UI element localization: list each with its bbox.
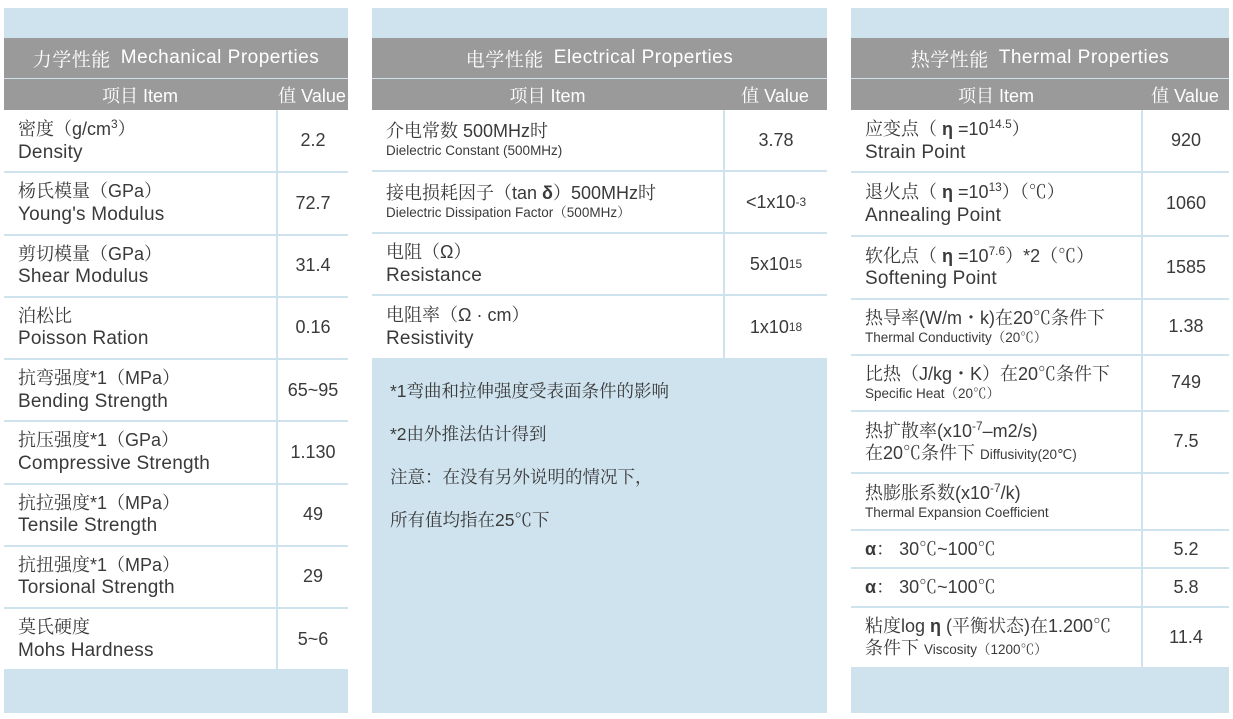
row-item-label-en: Dielectric Constant (500MHz)	[386, 143, 563, 159]
row-item-cell	[4, 485, 276, 545]
table-row	[851, 237, 1229, 300]
row-value-cell: 5.2	[1141, 531, 1229, 568]
row-value-cell: 1x10 18	[723, 296, 827, 358]
row-item-label-en: Annealing Point	[865, 204, 1002, 226]
row-item-label-cn: 密度$(g/cm^3)$	[18, 117, 136, 139]
row-item-label-cn: 软化点（ $\eta =10^{7.6})*2(℃)$	[865, 243, 1095, 266]
subhead-item-en-mechanical: Item	[143, 85, 179, 106]
row-value-cell: 3.78	[723, 110, 827, 170]
note-line: *1弯曲和拉伸强度受表面条件的影响	[390, 381, 670, 402]
subhead-value-mechanical	[276, 82, 348, 108]
row-item-cell	[851, 474, 1141, 529]
table-row	[851, 173, 1229, 236]
column-title-electrical	[372, 38, 827, 78]
row-item-label-en: Tensile Strength	[18, 515, 158, 536]
row-item-label-en: Softening Point	[865, 268, 997, 289]
table-row	[851, 569, 1229, 608]
subhead-item-en-thermal: Item	[999, 85, 1035, 106]
row-item-label-en: Torsional Strength	[18, 577, 175, 599]
row-item-cell	[4, 110, 276, 171]
note-line: *2由外推法估计得到	[390, 424, 547, 445]
column-subhead-thermal	[851, 78, 1229, 110]
row-item-cell	[851, 237, 1141, 298]
table-row	[4, 298, 348, 360]
table-row	[4, 485, 348, 547]
row-item-label-cn: 电阻率（Ω · cm）	[386, 305, 530, 326]
subhead-value-thermal	[1141, 82, 1229, 108]
column-top-strip-mechanical	[4, 8, 348, 38]
subhead-item-cn-thermal: 项目	[957, 85, 994, 106]
table-row	[851, 412, 1229, 474]
row-item-cell	[851, 569, 1141, 606]
subhead-item-en-electrical: Item	[550, 85, 586, 106]
row-value-cell: 29	[276, 547, 348, 607]
table-row	[4, 609, 348, 669]
row-item-cell	[851, 110, 1141, 171]
subhead-value-en-mechanical: Value	[301, 85, 346, 106]
row-item-label-en: Specific Heat（20℃）	[865, 386, 1001, 402]
subhead-value-cn-electrical: 值	[741, 85, 760, 106]
row-item-cell	[851, 300, 1141, 354]
column-mechanical	[4, 8, 348, 713]
row-item-label-en: Compressive Strength	[18, 452, 210, 474]
row-item-cell	[4, 298, 276, 358]
column-title-thermal	[851, 38, 1229, 78]
row-item-label-cn: 应变点（ $\eta =10^{14.5}$）	[865, 117, 1030, 139]
row-value-cell: 49	[276, 485, 348, 545]
table-row	[851, 300, 1229, 356]
row-item-label-cn: 热膨胀系数$(x10^{-7}/k)$	[865, 480, 1021, 503]
note-line: 所有值均指在25℃下	[390, 510, 550, 531]
row-value-cell: 31.4	[276, 236, 348, 296]
row-value-cell: 2.2	[276, 110, 348, 171]
table-row	[372, 296, 827, 358]
row-item-cell	[372, 234, 723, 294]
row-item-label-en: Dielectric Dissipation Factor（500MHz）	[386, 205, 631, 221]
row-item-label-cn: 热扩散率$(x10^{-7}-m2/s)$ 在20℃条件下 Diffusivity(20℃)	[865, 418, 1077, 464]
subhead-item-electrical	[372, 82, 723, 108]
row-item-label-cn: 莫氏硬度	[18, 617, 90, 637]
row-value-cell: 7.5	[1141, 412, 1229, 472]
row-item-cell	[372, 296, 723, 358]
row-value-cell: 1.130	[276, 422, 348, 482]
row-value-cell: 11.4	[1141, 608, 1229, 667]
row-item-cell	[4, 173, 276, 233]
column-electrical	[372, 8, 827, 713]
row-item-cell	[851, 531, 1141, 568]
table-row	[4, 110, 348, 173]
row-item-cell	[851, 173, 1141, 234]
table-row	[851, 531, 1229, 570]
row-item-label-cn: 泊松比	[18, 305, 72, 326]
row-item-cell	[4, 547, 276, 607]
column-title-mechanical	[4, 38, 348, 78]
row-value-cell: 5x10 15	[723, 234, 827, 294]
column-bottom-filler-mechanical	[4, 705, 348, 713]
row-item-label-cn: 剪切模量（GPa）	[18, 243, 163, 264]
table-row	[851, 110, 1229, 173]
notes-electrical	[372, 358, 827, 713]
subhead-value-electrical	[723, 82, 827, 108]
row-item-label-en: Strain Point	[865, 141, 966, 163]
row-value-cell: 1585	[1141, 237, 1229, 298]
row-item-label-cn: 抗弯强度*1（MPa）	[18, 368, 181, 388]
row-item-label-en: Poisson Ration	[18, 328, 149, 350]
row-item-label-cn: α： 30℃~100℃	[865, 577, 996, 598]
row-item-label-cn: 抗扭强度*1（MPa）	[18, 554, 181, 575]
rows-electrical	[372, 110, 827, 358]
table-row	[4, 236, 348, 298]
table-row	[372, 110, 827, 172]
column-top-strip-electrical	[372, 8, 827, 38]
subhead-item-mechanical	[4, 82, 276, 108]
row-item-label-en: Young's Modulus	[18, 203, 165, 225]
subhead-item-thermal	[851, 82, 1141, 108]
table-row	[851, 474, 1229, 531]
row-value-cell: 5.8	[1141, 569, 1229, 606]
row-item-label-en: Bending Strength	[18, 390, 169, 412]
column-top-strip-thermal	[851, 8, 1229, 38]
subhead-item-cn-mechanical: 项目	[101, 85, 138, 106]
row-item-label-en: Thermal Expansion Coefficient	[865, 505, 1049, 521]
table-row	[4, 547, 348, 609]
row-item-cell	[851, 356, 1141, 410]
table-row	[851, 608, 1229, 667]
row-value-cell: 749	[1141, 356, 1229, 410]
column-title-cn-electrical: 电学性能	[465, 49, 544, 71]
row-item-label-cn: α： 30℃~100℃	[865, 538, 996, 559]
row-value-cell: 0.16	[276, 298, 348, 358]
row-item-label-en: Mohs Hardness	[18, 639, 154, 661]
row-item-label-en: Shear Modulus	[18, 266, 149, 287]
row-value-cell	[1141, 474, 1229, 529]
row-value-cell: 1060	[1141, 173, 1229, 234]
row-item-cell	[851, 608, 1141, 667]
column-subhead-mechanical	[4, 78, 348, 110]
row-value-cell: 1.38	[1141, 300, 1229, 354]
row-item-cell	[4, 422, 276, 482]
column-title-en-mechanical: Mechanical Properties	[120, 47, 320, 68]
row-value-cell: 5~6	[276, 609, 348, 669]
row-item-label-cn: 介电常数 500MHz时	[386, 120, 549, 141]
column-title-cn-thermal: 热学性能	[910, 49, 989, 71]
subhead-value-cn-thermal: 值	[1151, 85, 1170, 106]
row-item-label-en: Resistivity	[386, 327, 474, 349]
column-thermal	[851, 8, 1229, 713]
row-item-cell	[851, 412, 1141, 472]
row-item-cell	[372, 110, 723, 170]
row-item-label-cn: 退火点（ $\eta =10^{13})(℃)$	[865, 180, 1065, 203]
row-item-label-en: Thermal Conductivity（20℃）	[865, 330, 1048, 346]
row-item-cell	[372, 172, 723, 232]
table-row	[372, 234, 827, 296]
row-item-label-en: Density	[18, 141, 83, 163]
rows-mechanical	[4, 110, 348, 705]
table-row	[4, 173, 348, 235]
row-item-label-cn: 杨氏模量（GPa）	[18, 181, 163, 202]
column-title-en-thermal: Thermal Properties	[998, 47, 1170, 68]
column-title-cn-mechanical: 力学性能	[32, 49, 111, 71]
row-value-cell: 65~95	[276, 360, 348, 420]
row-value-cell: 72.7	[276, 173, 348, 233]
column-subhead-electrical	[372, 78, 827, 110]
row-item-label-cn: 接电损耗因子（tan δ）500MHz时	[386, 182, 656, 203]
row-item-label-cn: 热导率(W/m・k)在20℃条件下	[865, 307, 1105, 328]
row-item-label-cn: 电阻（Ω）	[386, 242, 472, 262]
table-row	[4, 422, 348, 484]
row-item-cell	[4, 360, 276, 420]
row-item-label-cn: 粘度log η (平衡状态)在1.200℃ 条件下 Viscosity（1200℃）	[865, 615, 1112, 659]
subhead-value-en-thermal: Value	[1174, 85, 1219, 106]
row-item-label-cn: 抗压强度*1（GPa）	[18, 430, 180, 451]
row-item-cell	[4, 609, 276, 669]
rows-thermal	[851, 110, 1229, 713]
table-row	[4, 360, 348, 422]
column-title-en-electrical: Electrical Properties	[553, 47, 734, 68]
note-line: 注意：在没有另外说明的情况下，	[390, 467, 653, 488]
row-value-cell: <1x10 -3	[723, 172, 827, 232]
subhead-value-cn-mechanical: 值	[278, 85, 297, 106]
table-row	[372, 172, 827, 234]
row-item-label-cn: 比热（J/kg・K）在20℃条件下	[865, 363, 1111, 384]
subhead-value-en-electrical: Value	[764, 85, 809, 106]
subhead-item-cn-electrical: 项目	[509, 85, 546, 106]
row-item-cell	[4, 236, 276, 296]
row-item-label-en: Resistance	[386, 264, 482, 286]
row-value-cell: 920	[1141, 110, 1229, 171]
row-item-label-cn: 抗拉强度*1（MPa）	[18, 492, 181, 513]
table-row	[851, 356, 1229, 412]
